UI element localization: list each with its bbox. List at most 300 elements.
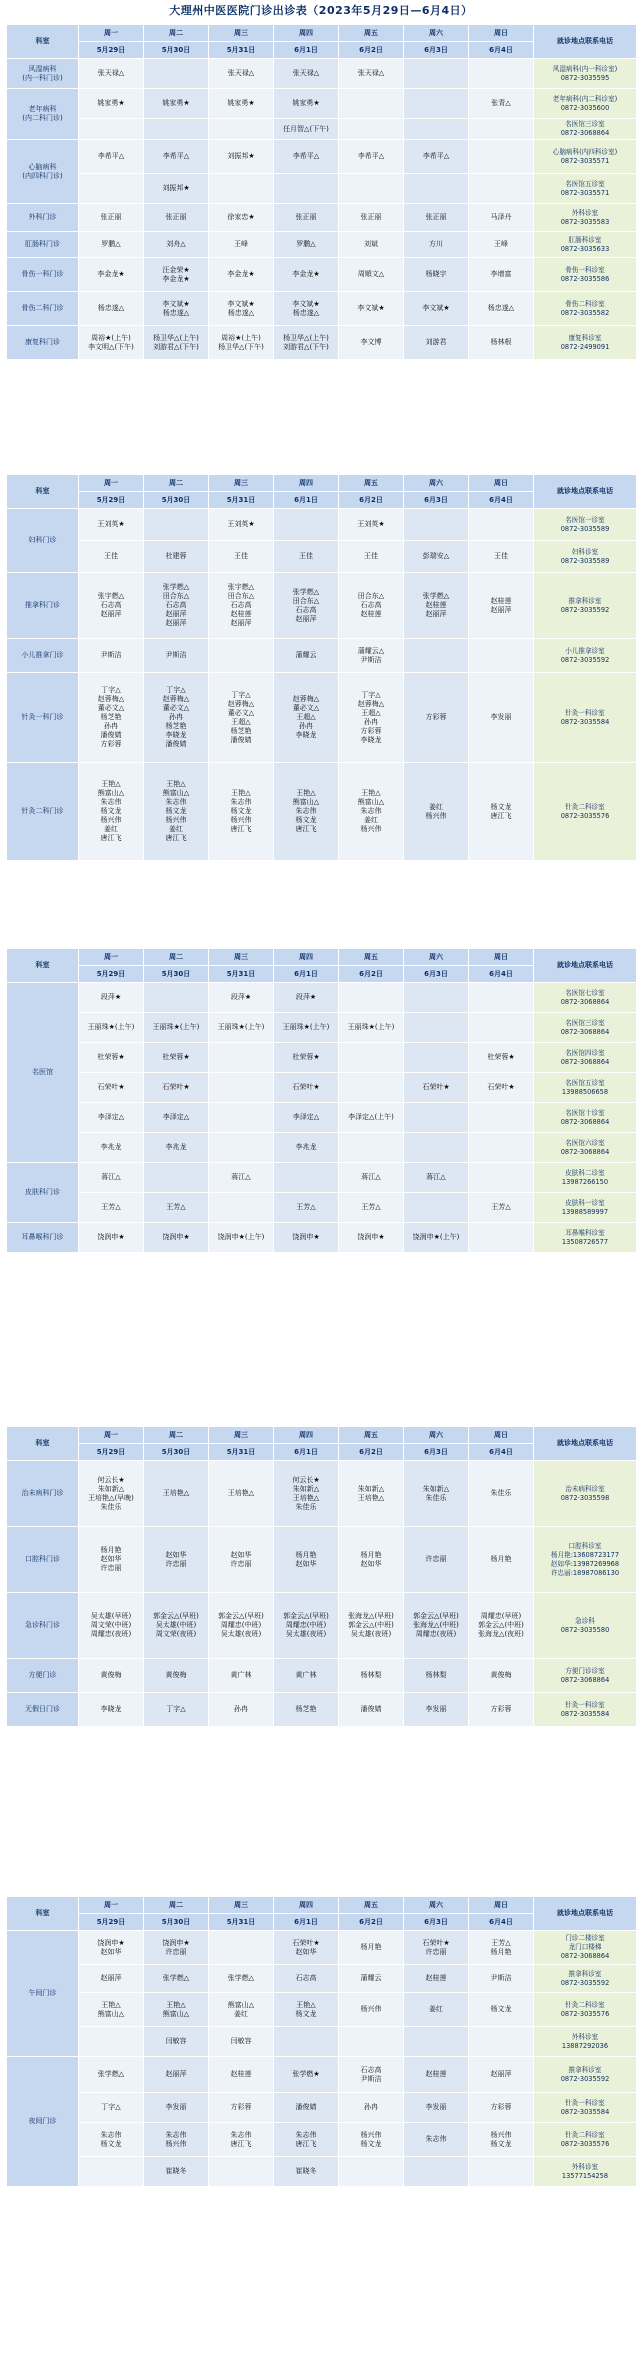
schedule-table — [6, 1896, 637, 2187]
header-day: 周三 — [209, 25, 274, 42]
table-row — [7, 1163, 637, 1193]
dept-cell: 午间门诊 — [7, 1931, 79, 2057]
doctor-cell: 徐家忠★ — [209, 204, 274, 232]
header-date: 5月29日 — [79, 966, 144, 983]
doctor-cell — [79, 2027, 144, 2057]
doctor-cell: 张青△ — [469, 89, 534, 119]
contact-cell: 名医馆四诊室 0872-3068864 — [534, 1043, 637, 1073]
doctor-cell: 李晓龙 — [79, 1693, 144, 1727]
doctor-cell: 饶润申★(上午) — [404, 1223, 469, 1253]
header-day: 周二 — [144, 475, 209, 492]
doctor-cell: 石荣叶★ 赵如华 — [274, 1931, 339, 1965]
doctor-cell: 王刘英★ — [79, 509, 144, 541]
doctor-cell: 饶润申★ — [274, 1223, 339, 1253]
header-day: 周五 — [339, 1427, 404, 1444]
doctor-cell: 王丽珠★(上午) — [209, 1013, 274, 1043]
table-row — [7, 174, 637, 204]
doctor-cell: 潘俊婧 — [274, 2093, 339, 2123]
doctor-cell: 石荣叶★ 许忠丽 — [404, 1931, 469, 1965]
doctor-cell — [469, 1163, 534, 1193]
doctor-cell: 张学燃△ — [144, 1965, 209, 1993]
contact-cell: 名医馆六诊室 0872-3068864 — [534, 1133, 637, 1163]
doctor-cell — [404, 983, 469, 1013]
doctor-cell: 王艳△ 熊富山△ — [79, 1993, 144, 2027]
doctor-cell: 王佳 — [209, 541, 274, 573]
doctor-cell: 许忠丽 — [404, 1527, 469, 1593]
doctor-cell: 杜建蓉 — [144, 541, 209, 573]
doctor-cell: 何云长★ 朱如新△ 王培艳△ 朱佳乐 — [274, 1461, 339, 1527]
doctor-cell: 赵桂莲 — [404, 2057, 469, 2093]
header-date: 6月2日 — [339, 492, 404, 509]
header-day: 周二 — [144, 1427, 209, 1444]
doctor-cell: 方彩蓉 — [469, 1693, 534, 1727]
doctor-cell: 段萍★ — [274, 983, 339, 1013]
doctor-cell: 李泽定△ — [79, 1103, 144, 1133]
header-day: 周一 — [79, 25, 144, 42]
doctor-cell: 赵桂莲 赵丽萍 — [469, 573, 534, 639]
header-day: 周三 — [209, 1427, 274, 1444]
doctor-cell — [469, 1223, 534, 1253]
contact-cell: 针灸二科诊室 0872-3035576 — [534, 763, 637, 861]
doctor-cell: 杨卫华△(上午) 刘游君△(下午) — [274, 326, 339, 360]
doctor-cell — [274, 1163, 339, 1193]
contact-cell: 治未病科诊室 0872-3035598 — [534, 1461, 637, 1527]
contact-cell: 门诊二楼诊室 龙门口楼梯 0872-3068864 — [534, 1931, 637, 1965]
doctor-cell: 郭金云△(早班) 周耀忠(中班) 吴太雄(夜班) — [274, 1593, 339, 1659]
doctor-cell: 周裕★(上午) 杨卫华△(下午) — [209, 326, 274, 360]
doctor-cell — [404, 509, 469, 541]
dept-cell: 夜间门诊 — [7, 2057, 79, 2187]
table-row — [7, 1931, 637, 1965]
doctor-cell: 杨月艳 赵如华 — [339, 1527, 404, 1593]
table-row — [7, 573, 637, 639]
doctor-cell: 杨芝艳 — [274, 1693, 339, 1727]
header-day: 周四 — [274, 949, 339, 966]
header-date: 6月2日 — [339, 1444, 404, 1461]
doctor-cell — [469, 1013, 534, 1043]
doctor-cell: 杨文龙 — [469, 1993, 534, 2027]
header-day: 周三 — [209, 1897, 274, 1914]
doctor-cell: 杨兴伟 杨文龙 — [469, 2123, 534, 2157]
doctor-cell — [209, 1043, 274, 1073]
contact-cell: 外科诊室 13577154258 — [534, 2157, 637, 2187]
header-date: 6月4日 — [469, 42, 534, 59]
doctor-cell — [339, 1043, 404, 1073]
doctor-cell: 朱佳乐 — [469, 1461, 534, 1527]
table-row — [7, 1461, 637, 1527]
doctor-cell: 汪金荣★ 李金龙★ — [144, 258, 209, 292]
doctor-cell: 张学燃△ 赵桂莲 赵丽萍 — [404, 573, 469, 639]
doctor-cell — [339, 89, 404, 119]
header-day: 周日 — [469, 475, 534, 492]
doctor-cell: 尹斯洁 — [469, 1965, 534, 1993]
contact-cell: 名医馆一诊室 0872-3035589 — [534, 509, 637, 541]
header-date: 5月31日 — [209, 966, 274, 983]
doctor-cell: 张天禄△ — [209, 59, 274, 89]
doctor-cell: 王丽珠★(上午) — [339, 1013, 404, 1043]
doctor-cell: 李金龙★ — [209, 258, 274, 292]
doctor-cell: 刘游君 — [404, 326, 469, 360]
doctor-cell — [469, 1133, 534, 1163]
table-row — [7, 1527, 637, 1593]
doctor-cell: 朱志伟 唐江飞 — [209, 2123, 274, 2157]
doctor-cell: 王艳△ 熊富山△ 朱志伟 杨文龙 杨兴伟 姜红 唐江飞 — [144, 763, 209, 861]
doctor-cell: 丁字△ 赵蓉梅△ 王超△ 孙冉 方彩蓉 李晓龙 — [339, 673, 404, 763]
header-day: 周一 — [79, 1897, 144, 1914]
schedule-table — [6, 1426, 637, 1727]
doctor-cell: 朱如新△ 朱佳乐 — [404, 1461, 469, 1527]
doctor-cell — [144, 983, 209, 1013]
header-day: 周五 — [339, 475, 404, 492]
doctor-cell: 段萍★ — [79, 983, 144, 1013]
doctor-cell: 李兆龙 — [79, 1133, 144, 1163]
doctor-cell: 李希平△ — [339, 140, 404, 174]
dept-cell: 无假日门诊 — [7, 1693, 79, 1727]
doctor-cell — [469, 59, 534, 89]
doctor-cell: 张正丽 — [79, 204, 144, 232]
contact-cell: 方便门诊诊室 0872-3068864 — [534, 1659, 637, 1693]
doctor-cell: 刘振邦★ — [209, 140, 274, 174]
doctor-cell: 王峰 — [469, 232, 534, 258]
doctor-cell — [404, 174, 469, 204]
header-day: 周二 — [144, 949, 209, 966]
header-date: 5月31日 — [209, 42, 274, 59]
doctor-cell — [404, 2157, 469, 2187]
contact-cell: 针灸二科诊室 0872-3035576 — [534, 2123, 637, 2157]
doctor-cell: 张天禄△ — [274, 59, 339, 89]
table-row — [7, 2157, 637, 2187]
doctor-cell: 姚家勇★ — [79, 89, 144, 119]
contact-cell: 皮肤科二诊室 13987266150 — [534, 1163, 637, 1193]
doctor-cell: 郭金云△(早班) 周耀忠(中班) 吴太雄(夜班) — [209, 1593, 274, 1659]
contact-cell: 名医馆五诊室 13988506658 — [534, 1073, 637, 1103]
doctor-cell: 石荣叶★ — [79, 1073, 144, 1103]
schedule-table — [6, 948, 637, 1253]
contact-cell: 康复科诊室 0872-2499091 — [534, 326, 637, 360]
doctor-cell — [404, 119, 469, 140]
table-row — [7, 639, 637, 673]
dept-cell: 肛肠科门诊 — [7, 232, 79, 258]
doctor-cell — [469, 1103, 534, 1133]
doctor-cell: 王芳△ — [339, 1193, 404, 1223]
doctor-cell: 张学燃★ — [274, 2057, 339, 2093]
doctor-cell: 张正丽 — [144, 204, 209, 232]
doctor-cell: 罗鹏△ — [274, 232, 339, 258]
header-day: 周六 — [404, 1427, 469, 1444]
doctor-cell: 李发丽 — [404, 2093, 469, 2123]
doctor-cell: 蒋江△ — [79, 1163, 144, 1193]
doctor-cell: 赵丽萍 — [144, 2057, 209, 2093]
contact-cell: 名医馆五诊室 0872-3035571 — [534, 174, 637, 204]
contact-cell: 心脑病科(内四科诊室) 0872-3035571 — [534, 140, 637, 174]
header-dept: 科室 — [7, 949, 79, 983]
doctor-cell — [404, 2027, 469, 2057]
contact-cell: 针灸一科诊室 0872-3035584 — [534, 673, 637, 763]
header-date: 6月1日 — [274, 42, 339, 59]
contact-cell: 针灸一科诊室 0872-3035584 — [534, 2093, 637, 2123]
header-date: 6月1日 — [274, 966, 339, 983]
doctor-cell: 王芳△ — [144, 1193, 209, 1223]
doctor-cell — [209, 119, 274, 140]
doctor-cell: 方川 — [404, 232, 469, 258]
doctor-cell: 尹斯洁 — [79, 639, 144, 673]
header-date: 5月29日 — [79, 492, 144, 509]
dept-cell: 外科门诊 — [7, 204, 79, 232]
doctor-cell: 李泽定△ — [144, 1103, 209, 1133]
header-day: 周五 — [339, 949, 404, 966]
doctor-cell: 吴太雄(早班) 周文荣(中班) 周耀忠(夜班) — [79, 1593, 144, 1659]
header-date: 6月1日 — [274, 1914, 339, 1931]
dept-cell: 治未病科门诊 — [7, 1461, 79, 1527]
dept-cell: 风湿病科 (内一科门诊) — [7, 59, 79, 89]
doctor-cell: 杨卫华△(上午) 刘游君△(下午) — [144, 326, 209, 360]
doctor-cell: 李希平△ — [274, 140, 339, 174]
doctor-cell: 石荣叶★ — [274, 1073, 339, 1103]
header-date: 6月4日 — [469, 492, 534, 509]
doctor-cell — [144, 1163, 209, 1193]
header-day: 周一 — [79, 475, 144, 492]
header-date: 6月2日 — [339, 1914, 404, 1931]
doctor-cell: 周順文△ — [339, 258, 404, 292]
schedule-section — [6, 1896, 636, 2187]
doctor-cell: 孙冉 — [339, 2093, 404, 2123]
contact-cell: 口腔科诊室 杨月艳:13608723177 赵如华:13987269968 许忠丽:18987086130 — [534, 1527, 637, 1593]
contact-cell: 外科诊室 13887292036 — [534, 2027, 637, 2057]
table-row — [7, 232, 637, 258]
doctor-cell: 朱志伟 杨文龙 — [79, 2123, 144, 2157]
doctor-cell: 李发丽 — [404, 1693, 469, 1727]
table-row — [7, 1993, 637, 2027]
doctor-cell: 周裕★(上午) 李文明△(下午) — [79, 326, 144, 360]
doctor-cell: 张学燃△ 田合东△ 石志高 赵丽萍 — [274, 573, 339, 639]
doctor-cell: 蒲耀云 — [274, 639, 339, 673]
doctor-cell: 饶润申★ — [79, 1223, 144, 1253]
doctor-cell: 黄广林 — [274, 1659, 339, 1693]
header-date: 6月1日 — [274, 492, 339, 509]
schedule-section — [6, 1426, 636, 1727]
dept-cell: 小儿推拿门诊 — [7, 639, 79, 673]
table-row — [7, 1593, 637, 1659]
doctor-cell: 方彩蓉 — [209, 2093, 274, 2123]
doctor-cell: 李希平△ — [404, 140, 469, 174]
doctor-cell: 朱志伟 杨兴伟 — [144, 2123, 209, 2157]
doctor-cell: 郭金云△(早班) 吴太雄(中班) 周文荣(夜班) — [144, 1593, 209, 1659]
doctor-cell: 赵如华 许忠丽 — [209, 1527, 274, 1593]
header-date: 5月29日 — [79, 1914, 144, 1931]
table-row — [7, 258, 637, 292]
doctor-cell: 蒲耀云△ 尹斯洁 — [339, 639, 404, 673]
doctor-cell: 蒋江△ — [209, 1163, 274, 1193]
header-contact: 就诊地点联系电话 — [534, 475, 637, 509]
header-date: 6月3日 — [404, 1444, 469, 1461]
doctor-cell: 李泽定△(上午) — [339, 1103, 404, 1133]
header-date: 5月30日 — [144, 42, 209, 59]
header-day: 周六 — [404, 25, 469, 42]
doctor-cell: 赵桂莲 — [209, 2057, 274, 2093]
doctor-cell: 张学燃△ — [209, 1965, 274, 1993]
doctor-cell — [79, 2157, 144, 2187]
doctor-cell: 李发丽 — [144, 2093, 209, 2123]
header-day: 周三 — [209, 475, 274, 492]
header-day: 周二 — [144, 25, 209, 42]
schedule-table — [6, 24, 637, 360]
header-date: 5月31日 — [209, 1914, 274, 1931]
header-date: 6月3日 — [404, 966, 469, 983]
table-row — [7, 2027, 637, 2057]
doctor-cell: 张学燃△ 田合东△ 石志高 赵丽萍 赵丽萍 — [144, 573, 209, 639]
doctor-cell: 赵桂莲 — [404, 1965, 469, 1993]
doctor-cell — [469, 2157, 534, 2187]
dept-cell: 方便门诊 — [7, 1659, 79, 1693]
doctor-cell: 何云长★ 朱如新△ 王培艳△(早晚) 朱佳乐 — [79, 1461, 144, 1527]
doctor-cell: 李发丽 — [469, 673, 534, 763]
dept-cell: 老年病科 (内二科门诊) — [7, 89, 79, 140]
doctor-cell — [469, 119, 534, 140]
doctor-cell: 张宇燃△ 石志高 赵丽萍 — [79, 573, 144, 639]
doctor-cell: 杜荣蓉★ — [469, 1043, 534, 1073]
doctor-cell — [144, 509, 209, 541]
doctor-cell: 杨月艳 赵如华 许忠丽 — [79, 1527, 144, 1593]
table-row — [7, 2123, 637, 2157]
doctor-cell: 李文斌★ 杨忠遂△ — [274, 292, 339, 326]
table-row — [7, 1013, 637, 1043]
doctor-cell: 张天禄△ — [79, 59, 144, 89]
doctor-cell: 姜红 杨兴伟 — [404, 763, 469, 861]
doctor-cell: 杨月艳 — [339, 1931, 404, 1965]
doctor-cell — [404, 59, 469, 89]
contact-cell: 推拿科诊室 0872-3035592 — [534, 1965, 637, 1993]
contact-cell: 推拿科诊室 0872-3035592 — [534, 2057, 637, 2093]
doctor-cell: 杨林根 — [469, 326, 534, 360]
dept-cell: 耳鼻喉科门诊 — [7, 1223, 79, 1253]
header-dept: 科室 — [7, 1897, 79, 1931]
doctor-cell: 张海龙△(早班) 郭金云△(中班) 吴太雄(夜班) — [339, 1593, 404, 1659]
doctor-cell: 周耀忠(早班) 郭金云△(中班) 张海龙△(夜班) — [469, 1593, 534, 1659]
doctor-cell: 赵蓉梅△ 董必文△ 王超△ 孙冉 李晓龙 — [274, 673, 339, 763]
doctor-cell: 杨林梨 — [404, 1659, 469, 1693]
doctor-cell: 王艳△ 熊富山△ 朱志伟 杨文龙 杨兴伟 姜红 唐江飞 — [79, 763, 144, 861]
doctor-cell — [469, 2027, 534, 2057]
doctor-cell: 黄俊梅 — [144, 1659, 209, 1693]
doctor-cell: 杜荣蓉★ — [274, 1043, 339, 1073]
doctor-cell — [339, 1133, 404, 1163]
doctor-cell: 李文斌★ — [339, 292, 404, 326]
dept-cell: 名医馆 — [7, 983, 79, 1163]
doctor-cell: 方彩蓉 — [469, 2093, 534, 2123]
dept-cell: 推拿科门诊 — [7, 573, 79, 639]
doctor-cell: 王刘英★ — [209, 509, 274, 541]
doctor-cell — [469, 639, 534, 673]
table-row — [7, 119, 637, 140]
doctor-cell: 王刘英★ — [339, 509, 404, 541]
doctor-cell: 丁字△ 赵蓉梅△ 董必文△ 孙冉 杨芝艳 李晓龙 潘俊婧 — [144, 673, 209, 763]
doctor-cell: 黄俊梅 — [79, 1659, 144, 1693]
doctor-cell: 王培艳△ — [144, 1461, 209, 1527]
contact-cell: 骨伤一科诊室 0872-3035586 — [534, 258, 637, 292]
doctor-cell: 张正丽 — [339, 204, 404, 232]
doctor-cell — [144, 119, 209, 140]
table-row — [7, 673, 637, 763]
doctor-cell — [209, 1073, 274, 1103]
dept-cell: 急诊科门诊 — [7, 1593, 79, 1659]
header-date: 5月30日 — [144, 966, 209, 983]
table-row — [7, 983, 637, 1013]
doctor-cell: 王艳△ 熊富山△ 朱志伟 杨文龙 唐江飞 — [274, 763, 339, 861]
header-day: 周四 — [274, 1427, 339, 1444]
doctor-cell: 李兆龙 — [274, 1133, 339, 1163]
doctor-cell: 姚家勇★ — [209, 89, 274, 119]
contact-cell: 外科诊室 0872-3035583 — [534, 204, 637, 232]
table-row — [7, 2057, 637, 2093]
doctor-cell — [469, 174, 534, 204]
contact-cell: 妇科诊室 0872-3035589 — [534, 541, 637, 573]
doctor-cell: 崔晓冬 — [274, 2157, 339, 2187]
doctor-cell: 王芳△ — [469, 1193, 534, 1223]
doctor-cell: 石荣叶★ — [469, 1073, 534, 1103]
header-date: 5月31日 — [209, 492, 274, 509]
contact-cell: 名医馆七诊室 0872-3068864 — [534, 983, 637, 1013]
doctor-cell — [209, 1931, 274, 1965]
doctor-cell — [404, 639, 469, 673]
doctor-cell — [209, 174, 274, 204]
doctor-cell: 饶润申★ 赵如华 — [79, 1931, 144, 1965]
header-day: 周日 — [469, 1897, 534, 1914]
table-row — [7, 1965, 637, 1993]
doctor-cell: 赵丽萍 — [469, 2057, 534, 2093]
doctor-cell: 尹斯洁 — [144, 639, 209, 673]
header-date: 5月29日 — [79, 42, 144, 59]
doctor-cell — [274, 509, 339, 541]
doctor-cell: 李文斌★ 杨忠遂△ — [144, 292, 209, 326]
table-row — [7, 509, 637, 541]
header-dept: 科室 — [7, 1427, 79, 1461]
doctor-cell: 李金龙★ — [274, 258, 339, 292]
doctor-cell: 李文斌★ — [404, 292, 469, 326]
doctor-cell: 李希平△ — [79, 140, 144, 174]
header-day: 周日 — [469, 1427, 534, 1444]
table-row — [7, 204, 637, 232]
doctor-cell: 石荣叶★ — [144, 1073, 209, 1103]
doctor-cell: 王艳△ 熊富山△ 朱志伟 姜红 杨兴伟 — [339, 763, 404, 861]
doctor-cell: 李增富 — [469, 258, 534, 292]
doctor-cell: 孙冉 — [209, 1693, 274, 1727]
doctor-cell: 张正丽 — [404, 204, 469, 232]
dept-cell: 针灸一科门诊 — [7, 673, 79, 763]
doctor-cell: 蒋江△ — [404, 1163, 469, 1193]
header-date: 6月3日 — [404, 492, 469, 509]
doctor-cell: 李文博 — [339, 326, 404, 360]
header-dept: 科室 — [7, 25, 79, 59]
table-row — [7, 1223, 637, 1253]
header-day: 周二 — [144, 1897, 209, 1914]
doctor-cell — [339, 983, 404, 1013]
doctor-cell: 李希平△ — [144, 140, 209, 174]
table-row — [7, 2093, 637, 2123]
doctor-cell: 王丽珠★(上午) — [274, 1013, 339, 1043]
contact-cell: 针灸一科诊室 0872-3035584 — [534, 1693, 637, 1727]
header-contact: 就诊地点联系电话 — [534, 25, 637, 59]
doctor-cell: 饶润申★ — [339, 1223, 404, 1253]
header-day: 周一 — [79, 1427, 144, 1444]
doctor-cell: 王丽珠★(上午) — [144, 1013, 209, 1043]
table-row — [7, 541, 637, 573]
contact-cell: 急诊科 0872-3035580 — [534, 1593, 637, 1659]
doctor-cell: 杨忠遂△ — [469, 292, 534, 326]
doctor-cell: 饶润申★ — [144, 1223, 209, 1253]
header-day: 周四 — [274, 25, 339, 42]
doctor-cell: 朱如新△ 王培艳△ — [339, 1461, 404, 1527]
header-day: 周六 — [404, 475, 469, 492]
